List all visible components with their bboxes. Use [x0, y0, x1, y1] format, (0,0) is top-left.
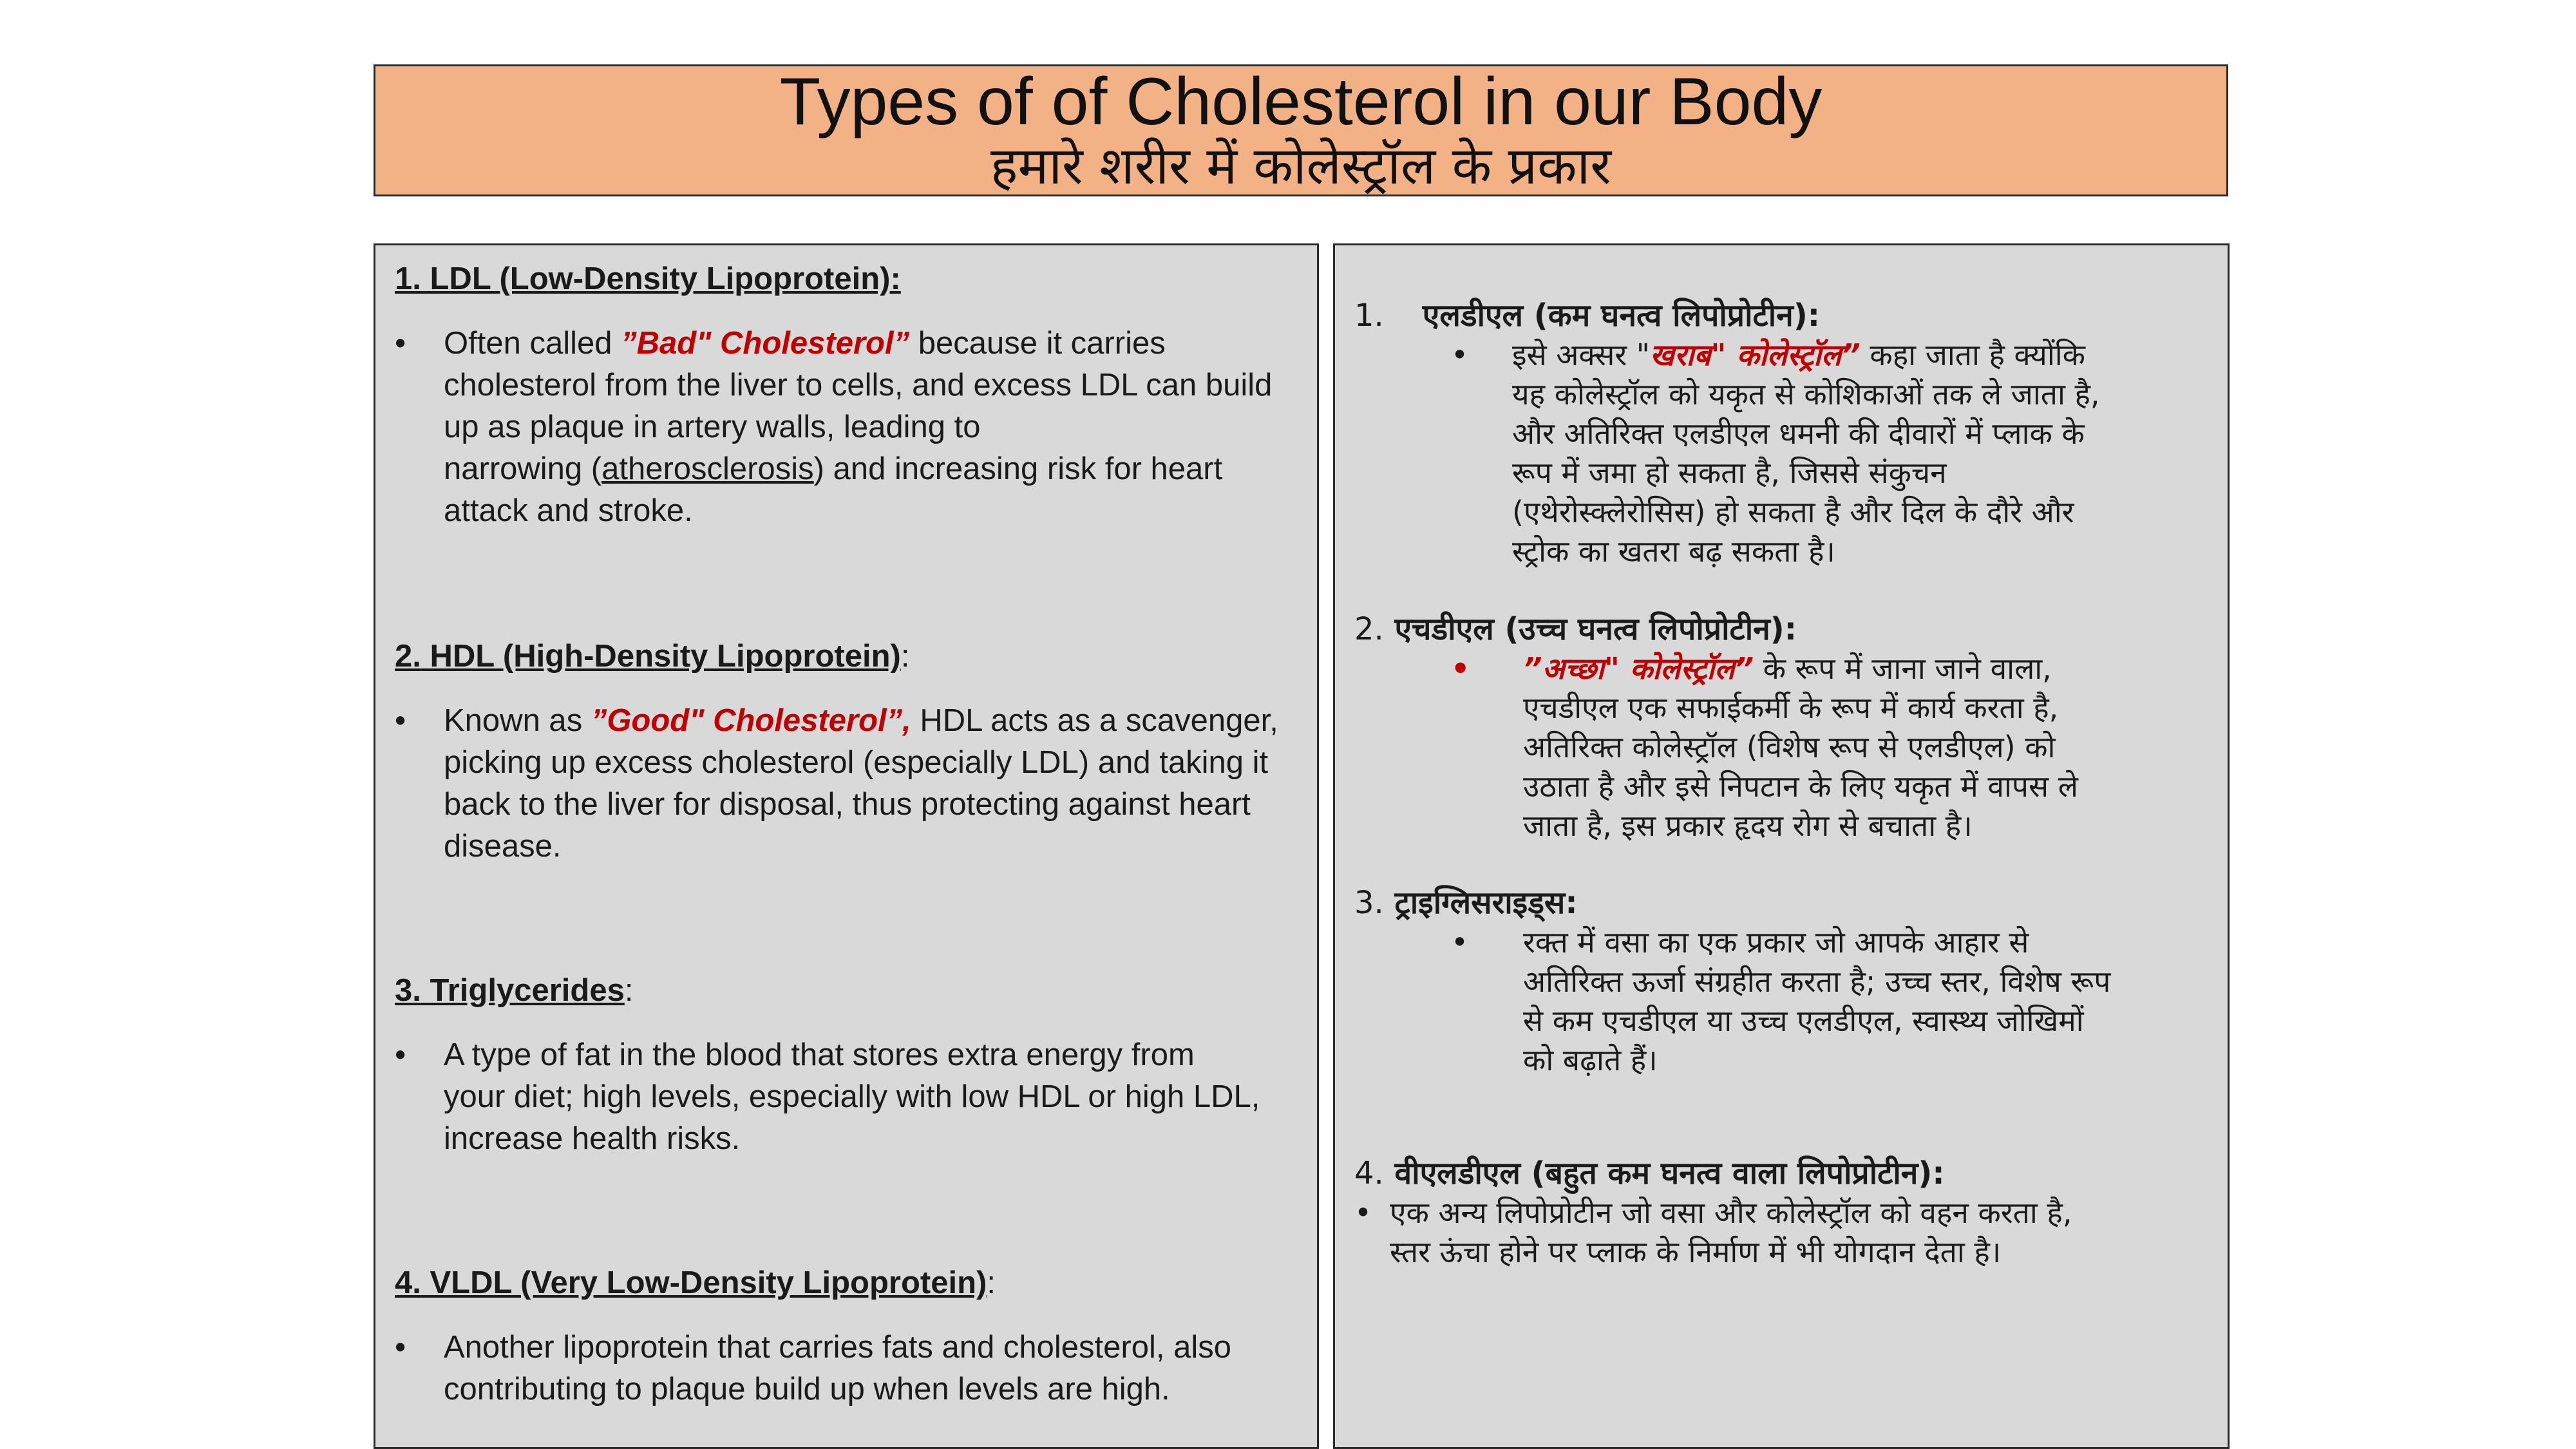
bullet-icon: • [1451, 651, 1470, 686]
title-banner [374, 64, 2228, 196]
section-heading: 3. ट्राइग्लिसराइड्स: [1354, 885, 1578, 921]
bullet-paragraph: • रक्त में वसा का एक प्रकार जो आपके आहार से अतिरिक्त ऊर्जा संग्रहीत करता है; उच्च स्तर, विशेष रूप से कम एचडीएल या उच्च एलडीएल, स्वास्थ्य जोखिमों को बढ़ाते हैं। [1354, 923, 2217, 1080]
section-triglycerides-hindi [1354, 883, 2217, 1080]
bullet-icon: • [395, 326, 406, 361]
highlight-term: ”अच्छा" कोलेस्ट्रॉल” [1523, 651, 1754, 686]
section-heading: 1. LDL (Low-Density Lipoprotein): [395, 261, 901, 296]
bullet-paragraph: • Often called ”Bad" Cholesterol” because it carries cholesterol from the liver to cells, and excess LDL can build up as plaque in artery walls, leading to narrowing (atherosclerosis) and increasing risk for heart attack and stroke. [395, 323, 1296, 532]
heading-text: ट्राइग्लिसराइड्स: [1394, 885, 1578, 921]
heading-text: एलडीएल (कम घनत्व लिपोप्रोटीन): [1422, 298, 1820, 334]
heading-text: LDL (Low-Density Lipoprotein) [430, 261, 891, 296]
section-vldl [395, 1264, 1296, 1410]
bullet-icon: • [1354, 1195, 1372, 1230]
section-heading: 2. HDL (High-Density Lipoprotein): [395, 639, 910, 674]
section-triglycerides [395, 971, 1296, 1160]
section-hdl [395, 637, 1296, 867]
hindi-panel [1333, 243, 2230, 1449]
section-heading: 3. Triglycerides: [395, 973, 634, 1008]
heading-text: Triglycerides [430, 973, 625, 1008]
section-ldl [395, 260, 1296, 532]
bullet-icon: • [1451, 925, 1469, 960]
section-heading: 4. VLDL (Very Low-Density Lipoprotein): [395, 1265, 996, 1300]
section-hdl-hindi [1354, 609, 2217, 846]
section-heading: 2. एचडीएल (उच्च घनत्व लिपोप्रोटीन): [1354, 611, 1797, 647]
highlight-term: ”Good" Cholesterol”, [591, 703, 911, 738]
bullet-icon: • [1451, 337, 1469, 372]
bullet-paragraph: • ”अच्छा" कोलेस्ट्रॉल” के रूप में जाना जाने वाला, एचडीएल एक सफाईकर्मी के रूप में कार्य करता है, अतिरिक्त कोलेस्ट्रॉल (विशेष रूप से एलडीएल) को उठाता है और इसे निपटान के लिए यकृत में वापस ले जाता है, इस प्रकार हृदय रोग से बचाता है। [1354, 649, 2217, 846]
title-english: Types of of Cholesterol in our Body [779, 64, 1823, 139]
highlight-term: ”Bad" Cholesterol” [621, 326, 910, 361]
heading-text: VLDL (Very Low-Density Lipoprotein) [430, 1265, 987, 1300]
heading-text: वीएलडीएल (बहुत कम घनत्व वाला लिपोप्रोटीन): [1394, 1155, 1945, 1191]
bullet-icon: • [395, 703, 406, 738]
section-ldl-hindi [1354, 296, 2217, 571]
bullet-paragraph: • A type of fat in the blood that stores extra energy from your diet; high levels, especially with low HDL or high LDL, increase health risks. [395, 1034, 1296, 1160]
bullet-paragraph: • इसे अक्सर "खराब" कोलेस्ट्रॉल” कहा जाता है क्योंकि यह कोलेस्ट्रॉल को यकृत से कोशिकाओं तक ले जाता है, और अतिरिक्त एलडीएल धमनी की दीवारों में प्लाक के रूप में जमा हो सकता है, जिससे संकुचन (एथेरोस्क्लेरोसिस) हो सकता है और दिल के दौरे और स्ट्रोक का खतरा बढ़ सकता है। [1354, 336, 2217, 571]
bullet-paragraph: • एक अन्य लिपोप्रोटीन जो वसा और कोलेस्ट्रॉल को वहन करता है, स्तर ऊंचा होने पर प्लाक के निर्माण में भी योगदान देता है। [1354, 1193, 2224, 1272]
heading-text: एचडीएल (उच्च घनत्व लिपोप्रोटीन): [1394, 611, 1797, 647]
bullet-paragraph: • Known as ”Good" Cholesterol”, HDL acts as a scavenger, picking up excess cholesterol (especially LDL) and taking it back to the liver for disposal, thus protecting against heart disease. [395, 700, 1296, 867]
highlight-term: खराब" कोलेस्ट्रॉल” [1649, 337, 1861, 372]
bullet-icon: • [395, 1330, 406, 1365]
title-hindi: हमारे शरीर में कोलेस्ट्रॉल के प्रकार [990, 136, 1611, 196]
bullet-paragraph: • Another lipoprotein that carries fats and cholesterol, also contributing to plaque build up when levels are high. [395, 1327, 1296, 1410]
heading-text: HDL (High-Density Lipoprotein) [430, 639, 901, 674]
underlined-term: atherosclerosis [601, 451, 814, 486]
bullet-icon: • [395, 1037, 406, 1072]
section-heading: 1. एलडीएल (कम घनत्व लिपोप्रोटीन): [1354, 298, 1820, 334]
section-vldl-hindi [1354, 1153, 2224, 1272]
english-panel [374, 243, 1319, 1449]
section-heading: 4. वीएलडीएल (बहुत कम घनत्व वाला लिपोप्रोटीन): [1354, 1155, 1945, 1191]
